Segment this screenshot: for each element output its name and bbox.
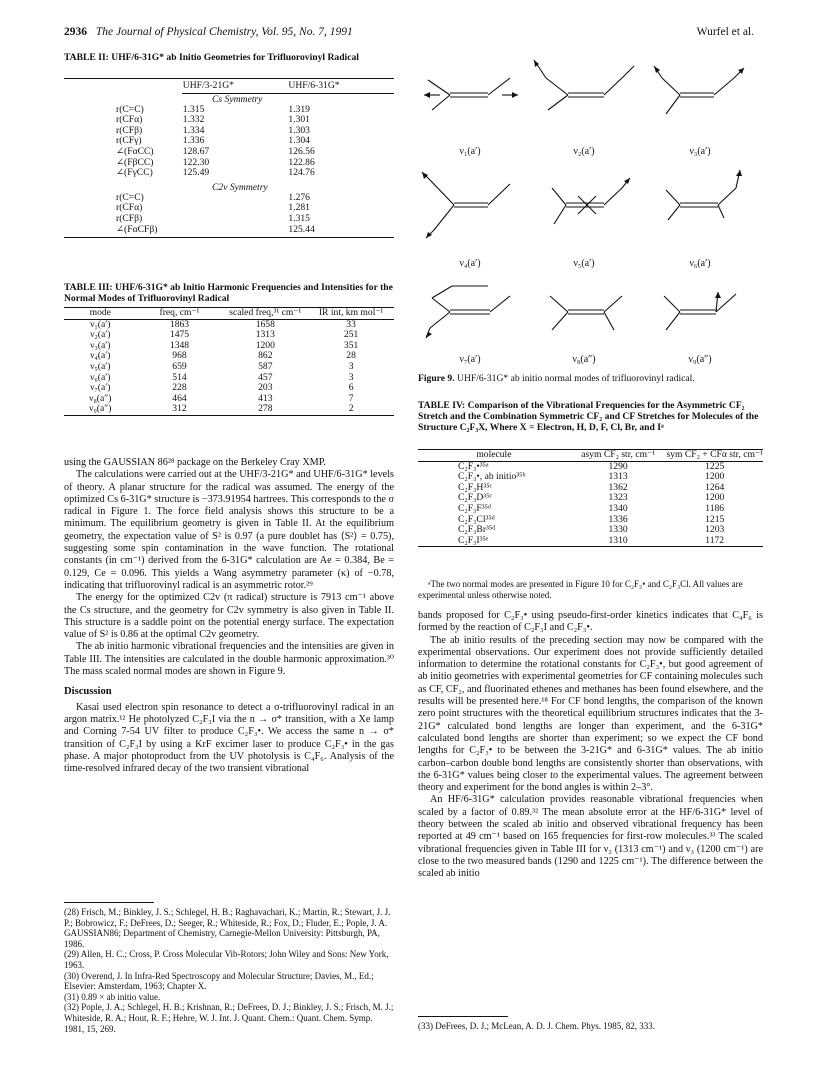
table-cell: 3 bbox=[348, 371, 354, 383]
geometry-parameter: ∠(FβCC) bbox=[116, 156, 154, 168]
table-cell: 457 bbox=[258, 371, 273, 383]
mode-v3-diagram bbox=[654, 66, 744, 114]
value-321g: 1.336 bbox=[182, 135, 205, 147]
table3 bbox=[64, 307, 394, 416]
footnote: (32) Pople, J. A.; Schlegel, H. B.; Krishnan, R.; DeFrees, D. J.; Binkley, J. S.; Frisch, M. J.; Whiteside, R. A.; Hout, R. F.; Hehre, W. J. Int. J. Quant. Chem.: Quant. Chem. Symp. 1981, 15, 269. bbox=[64, 1002, 394, 1034]
table-cell: 1172 bbox=[705, 534, 725, 546]
table-row bbox=[64, 373, 394, 384]
table-cell: C₂F₃I³⁵ᵉ bbox=[458, 534, 489, 546]
mode-label: ν₈(a″) bbox=[572, 354, 596, 365]
geometry-parameter: r(C=C) bbox=[116, 191, 144, 203]
table-row bbox=[64, 105, 394, 116]
table-cell: 33 bbox=[308, 319, 394, 330]
table-cell: C₂F₃D³⁵ᶜ bbox=[458, 492, 493, 504]
paragraph: An HF/6-31G* calculation provides reasonable vibrational frequencies when scaled by a factor of 0.89.³² The mean absolute error at the HF/6-31G* level of theory between the scaled ab initio and observed vibrational frequency has been reported at 49 cm⁻¹ based on 165 frequencies for first-row molecules.³³ The scaled vibrational frequencies given in Table III for ν₂ (1313 cm⁻¹) and ν₃ (1200 cm⁻¹) are close to the two measured bands (1290 and 1225 cm⁻¹). The difference between the scaled ab initio bbox=[418, 794, 763, 880]
table-cell: 862 bbox=[258, 350, 273, 362]
table-cell: 278 bbox=[258, 403, 273, 415]
paragraph: The calculations were carried out at the UHF/3-21G* and UHF/6-31G* levels of theory. A planar structure for the radical was assumed. The energy of the optimized Cs 6-31G* structure is −373.91954 hartrees. This corresponds to the σ radical in Figure 1. The force field analysis shows this structure to be a minimum. The equilibrium geometry is given in Table II. At the equilibrium geometry, the expectation value of S² is 0.97 (a pure doublet has ⟨S²⟩ = 0.75), suggesting some spin contamination in the wave function. The rotational constants (in cm⁻¹) derived from the 6-31G* calculation are Ae = 0.384, Be = 0.129, Ce = 0.096. This yields a Wang asymmetry parameter (κ) of −0.78, indicating that trifluorovinyl radical is an asymmetric rotor.²⁹ bbox=[64, 469, 394, 591]
figure9-caption-label: Figure 9. bbox=[418, 373, 455, 384]
table-cell: 1340 bbox=[608, 502, 628, 514]
geometry-parameter: r(CFα) bbox=[116, 114, 143, 126]
table-cell: ν₃(a′) bbox=[90, 339, 111, 351]
table-cell: 514 bbox=[172, 371, 187, 383]
journal-title: The Journal of Physical Chemistry, Vol. 95, No. 7, 1991 bbox=[95, 26, 353, 38]
mode-label: ν₄(a′) bbox=[459, 258, 481, 269]
footnote: (28) Frisch, M.; Binkley, J. S.; Schlegel, H. B.; Raghavachari, K.; Martin, R.; Stewart, J. J. P.; Bobrowicz, F.; DeFrees, D.; Seeger, R.; Whiteside, R.; Fox, D.; Fluder, E.; Pople, J. A. GAUSSIAN86; Department of Chemistry, Carnegie-Mellon University: Pittsburgh, PA, 1986. bbox=[64, 907, 391, 949]
value-631g: 1.303 bbox=[288, 124, 310, 136]
value-321g: 1.332 bbox=[182, 114, 205, 126]
value-631g: 1.301 bbox=[288, 114, 310, 126]
geometry-parameter: ∠(FαCFβ) bbox=[116, 223, 158, 235]
value-321g: 125.49 bbox=[182, 167, 210, 179]
value-631g: 126.56 bbox=[288, 145, 315, 157]
table-row bbox=[418, 504, 763, 515]
table4-header-sym: sym CF₂ + CFα str, cm⁻¹ bbox=[666, 449, 763, 460]
table-row bbox=[64, 136, 394, 147]
mode-v1-diagram bbox=[424, 78, 518, 110]
table-cell: 1313 bbox=[255, 329, 275, 341]
table-row bbox=[64, 126, 394, 137]
table-cell: 587 bbox=[258, 360, 273, 372]
value-631g: 1.276 bbox=[288, 191, 310, 203]
mode-label: ν₆(a′) bbox=[689, 258, 711, 269]
table-row bbox=[64, 158, 394, 169]
value-631g: 1.315 bbox=[288, 212, 310, 224]
table-cell: 1225 bbox=[666, 461, 763, 472]
table-cell: 1658 bbox=[222, 319, 308, 330]
table-cell: C₂F₃F³⁵ᵈ bbox=[458, 502, 491, 514]
table-cell: 464 bbox=[172, 392, 187, 404]
table-cell: C₂F₃•³⁵ᵃ bbox=[418, 461, 570, 472]
section-heading-discussion: Discussion bbox=[64, 686, 112, 698]
mode-label: ν₇(a′) bbox=[459, 354, 481, 365]
table-row bbox=[64, 214, 394, 225]
mode-label: ν₉(a″) bbox=[688, 354, 712, 365]
table-cell: 28 bbox=[346, 350, 356, 362]
mode-label: ν₅(a′) bbox=[573, 258, 595, 269]
table-row bbox=[64, 383, 394, 394]
table2-col2-header: UHF/6-31G* bbox=[288, 80, 340, 91]
table-cell: 2 bbox=[348, 403, 354, 415]
table-cell: 251 bbox=[343, 329, 359, 341]
table2-sym2: C2v Symmetry bbox=[212, 181, 268, 193]
mode-v4-diagram bbox=[422, 172, 510, 238]
figure9 bbox=[418, 48, 758, 393]
value-321g: 1.315 bbox=[182, 103, 205, 115]
value-321g: 122.30 bbox=[182, 156, 210, 168]
paragraph: bands proposed for C₂F₃• using pseudo-first-order kinetics indicates that C₄F₆ is formed by the reaction of C₂F₃I and C₂F₃•. bbox=[418, 610, 763, 634]
value-321g bbox=[183, 203, 289, 214]
figure9-caption-text: UHF/6-31G* ab initio normal modes of trifluorovinyl radical. bbox=[457, 373, 695, 384]
footnote: (30) Overend, J. In Infra-Red Spectroscopy and Molecular Structure; Davies, M., Ed.; Elsevier: Amsterdam, 1963; Chapter X. bbox=[64, 970, 374, 992]
table3-header-irint: IR int, km mol⁻¹ bbox=[318, 307, 384, 318]
table-row bbox=[64, 341, 394, 352]
page-number: 2936 bbox=[64, 26, 87, 38]
table-cell: 1290 bbox=[570, 461, 667, 472]
geometry-parameter: r(CFγ) bbox=[116, 135, 142, 147]
value-631g: 124.76 bbox=[288, 167, 315, 179]
paragraph: The ab initio results of the preceding section may now be compared with the experimental observations. Our experiment does not provide sufficiently detailed information to determine the rotational constants for C₂F₃•, but good agreement of ab initio geometries with experimental geometries for CF containing molecules such as CF, CF₂, and fluorinated ethenes and methanes has been found elsewhere, and the results will be presented here.¹⁸ For CF bond lengths, the comparison of the known zero point structures with the theoretical equilibrium structures indicates that the 3-21G* calculated bond lengths are longer than experiment, and the 6-31G* calculated bond lengths are shorter than experiment; so we expect the CF bond lengths for C₂F₃• to be between the 3-21G* and 6-31G* values. The ab initio carbon–carbon double bond lengths are consistently shorter than observations, with the 6-31G* values being closer to the experimental values. The agreement between theory and experiment for the bond angles is within 2–3°. bbox=[418, 634, 763, 794]
paragraph: The ab initio harmonic vibrational frequencies and the intensities are given in Table III. The intensities are calculated in the double harmonic approximation.³⁰ The mass scaled normal modes are shown in Figure 9. bbox=[64, 641, 394, 678]
table-cell: ν₆(a′) bbox=[90, 371, 111, 383]
running-header-left bbox=[64, 26, 353, 38]
table-cell: ν₉(a″) bbox=[89, 403, 112, 415]
table-cell: 228 bbox=[172, 382, 187, 394]
table-cell: 1475 bbox=[169, 329, 190, 341]
footnote: (29) Allen, H. C.; Cross, P. Cross Molecular Vib-Rotors; John Wiley and Sons: New York, 1963. bbox=[64, 949, 389, 970]
right-column-text bbox=[418, 610, 763, 881]
figure9-caption bbox=[418, 373, 763, 384]
table-cell: 1200 bbox=[255, 339, 275, 351]
table-row bbox=[64, 362, 394, 373]
geometry-parameter: r(CFα) bbox=[116, 202, 143, 214]
mode-label: ν₃(a′) bbox=[689, 146, 711, 157]
table4-header-asym: asym CF₂ str, cm⁻¹ bbox=[581, 449, 655, 460]
value-631g: 1.281 bbox=[288, 202, 310, 214]
mode-v2-diagram bbox=[534, 60, 634, 110]
table-cell: 1362 bbox=[608, 481, 628, 493]
mode-v8-diagram bbox=[550, 296, 622, 330]
table-cell: ν₂(a′) bbox=[90, 329, 111, 341]
table3-header-scaled: scaled freq,³¹ cm⁻¹ bbox=[229, 307, 302, 318]
geometry-parameter: ∠(FγCC) bbox=[116, 167, 153, 179]
table-row bbox=[418, 536, 763, 547]
table2-sym1: Cs Symmetry bbox=[212, 93, 263, 105]
table3-header-mode: mode bbox=[89, 307, 111, 318]
table-cell: 1330 bbox=[608, 524, 628, 536]
table-cell: ν₄(a′) bbox=[90, 350, 111, 362]
table2-caption: TABLE II: UHF/6-31G* ab Initio Geometries for Trifluorovinyl Radical bbox=[64, 52, 359, 63]
table-cell: 659 bbox=[172, 360, 187, 372]
table-cell: C₂F₃H³⁵ᶜ bbox=[458, 481, 493, 493]
table-row bbox=[64, 225, 394, 236]
table-cell: ν₈(a″) bbox=[89, 392, 112, 404]
table-cell: 968 bbox=[172, 350, 187, 362]
value-321g bbox=[183, 214, 289, 225]
table-cell: 6 bbox=[348, 382, 354, 394]
value-321g: 128.67 bbox=[182, 145, 210, 157]
table-cell: 351 bbox=[343, 339, 359, 351]
table-cell: 3 bbox=[348, 360, 354, 372]
table-cell: C₂F₃•, ab initio³⁵ᵇ bbox=[458, 471, 526, 483]
table-row bbox=[64, 203, 394, 214]
mode-label: ν₂(a′) bbox=[573, 146, 595, 157]
table2 bbox=[64, 78, 394, 238]
footnote: (31) 0.89 × ab initio value. bbox=[64, 991, 161, 1002]
paragraph: using the GAUSSIAN 86²⁸ package on the Berkeley Cray XMP. bbox=[64, 457, 326, 468]
mode-v7-diagram bbox=[426, 286, 510, 338]
table-cell: 1203 bbox=[705, 524, 725, 536]
table3-header-freq: freq, cm⁻¹ bbox=[159, 307, 200, 318]
geometry-parameter: r(CFβ) bbox=[116, 124, 143, 136]
footnotes-left bbox=[64, 902, 394, 1034]
table-row bbox=[64, 168, 394, 179]
table-cell: C₂F₃Br³⁵ᵈ bbox=[458, 524, 496, 536]
table-cell: 1313 bbox=[608, 471, 628, 483]
table-cell: 1863 bbox=[137, 319, 223, 330]
table-row bbox=[64, 193, 394, 204]
table-row bbox=[64, 147, 394, 158]
table-cell: 7 bbox=[348, 392, 354, 404]
paragraph: Kasai used electron spin resonance to detect a σ-trifluorovinyl radical in an argon matrix.¹² He photolyzed C₂F₃I via the n → σ* transition, with a Xe lamp and Corning 7-54 UV filter to produce C₂F₃•. We access the same n → σ* transition of C₂F₃I by using a KrF excimer laser to produce C₂F₃• in the gas phase. A major photoproduct from the UV photolysis is C₄F₆. Analysis of the time-resolved infrared decay of the two transient vibrational bbox=[64, 701, 394, 775]
value-631g: 1.319 bbox=[288, 103, 310, 115]
table-row bbox=[64, 115, 394, 126]
table-row bbox=[64, 404, 394, 415]
table-cell: ν₅(a′) bbox=[90, 360, 111, 372]
value-631g: 122.86 bbox=[288, 156, 315, 168]
table-cell: 203 bbox=[258, 382, 273, 394]
table-cell: 413 bbox=[258, 392, 273, 404]
table-cell: 1200 bbox=[705, 471, 725, 483]
table3-caption: TABLE III: UHF/6-31G* ab Initio Harmonic Frequencies and Intensities for the Normal Modes of Trifluorovinyl Radical bbox=[64, 282, 393, 304]
mode-v9-diagram bbox=[664, 292, 736, 330]
mode-v6-diagram bbox=[666, 170, 742, 220]
table-cell: 1336 bbox=[608, 513, 628, 525]
left-column-text bbox=[64, 457, 394, 775]
value-321g bbox=[183, 193, 289, 204]
table-cell: 1323 bbox=[608, 492, 628, 504]
geometry-parameter: r(C=C) bbox=[116, 103, 144, 115]
value-321g: 1.334 bbox=[182, 124, 205, 136]
table4-footnote: ᵃThe two normal modes are presented in Figure 10 for C₂F₃• and C₂F₃Cl. All values are experimental unless otherwise noted. bbox=[418, 579, 743, 600]
value-631g: 125.44 bbox=[288, 223, 315, 235]
table-cell: 1200 bbox=[705, 492, 725, 504]
table-cell: 1348 bbox=[169, 339, 190, 351]
value-321g bbox=[183, 225, 289, 236]
table-row bbox=[64, 351, 394, 362]
geometry-parameter: ∠(FαCC) bbox=[116, 145, 154, 157]
table-cell: ν₇(a′) bbox=[90, 382, 111, 394]
footnote-right bbox=[418, 1016, 763, 1032]
figure9-normal-modes-drawing bbox=[418, 48, 758, 378]
table-row bbox=[64, 394, 394, 405]
table-cell: 312 bbox=[172, 403, 187, 415]
table-cell: 1310 bbox=[608, 534, 628, 546]
table2-col1-header: UHF/3-21G* bbox=[182, 80, 234, 91]
table-cell: 1264 bbox=[705, 481, 725, 493]
table4-header-molecule: molecule bbox=[476, 449, 512, 460]
table-cell: 1215 bbox=[705, 513, 725, 525]
table-cell: 1186 bbox=[705, 502, 725, 514]
mode-v5-diagram bbox=[552, 178, 630, 224]
table4 bbox=[418, 449, 763, 547]
value-631g: 1.304 bbox=[288, 135, 310, 147]
table-cell: C₂F₃Cl³⁵ᵈ bbox=[458, 513, 495, 525]
footnote: (33) DeFrees, D. J.; McLean, A. D. J. Chem. Phys. 1985, 82, 333. bbox=[418, 1021, 655, 1031]
running-header-authors: Wurfel et al. bbox=[696, 26, 754, 38]
table4-caption: TABLE IV: Comparison of the Vibrational Frequencies for the Asymmetric CF₂ Stretch and the Combination Symmetric CF₂ and CF Stretches for Molecules of the Structure C₂F₃X, Where X = Electron, H, D, F, Cl, Br, and Iᵃ bbox=[418, 400, 759, 433]
geometry-parameter: r(CFβ) bbox=[116, 212, 143, 224]
mode-label: ν₁(a′) bbox=[459, 146, 481, 157]
paragraph: The energy for the optimized C2v (π radical) structure is 7913 cm⁻¹ above the Cs structure, and the geometry for C2v symmetry is also given in Table II. This structure is a saddle point on the potential energy surface. The expectation value of S² is 0.86 at the optimal C2v geometry. bbox=[64, 592, 394, 641]
table-cell: ν₁(a′) bbox=[64, 319, 137, 330]
